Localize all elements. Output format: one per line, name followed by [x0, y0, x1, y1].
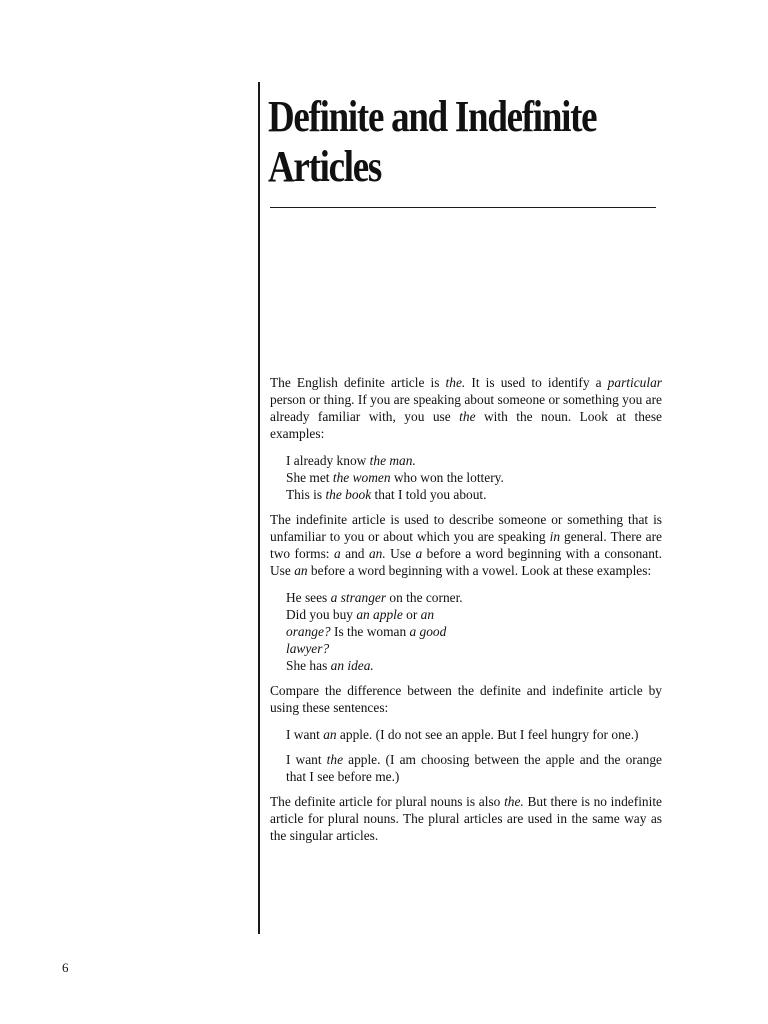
- title-underline: [270, 207, 656, 208]
- example-sentence: Did you buy an apple or an orange? Is the woman a good lawyer?: [286, 607, 447, 656]
- example-sentence: I want the apple. (I am choosing between the apple and the orange that I see before me.): [286, 752, 662, 784]
- body-text: [270, 374, 662, 854]
- title-line-1: Definite and Indefinite: [268, 92, 597, 141]
- page-number: 6: [62, 960, 69, 975]
- example-sentence: I want an apple. (I do not see an apple. But I feel hungry for one.): [286, 727, 639, 742]
- paragraph-indefinite-intro: The indefinite article is used to describe someone or something that is unfamiliar to you or about which you are speaking in general. There are two forms: a and an. Use a before a word beginning with a consonant. Use an before a word beginning with a vowel. Look at these examples:: [270, 512, 662, 578]
- margin-rule: [258, 82, 260, 934]
- compare-examples: [270, 726, 662, 785]
- indefinite-examples: [286, 589, 662, 674]
- paragraph-definite-intro: The English definite article is the. It is used to identify a particular person or thing. If you are speaking about someone or something you are already familiar with, you use the with the noun. Look at these examples:: [270, 375, 662, 441]
- example-sentence: He sees a stranger on the corner.: [286, 590, 463, 605]
- example-sentence: She met the women who won the lottery.: [286, 470, 504, 485]
- paragraph-compare: Compare the difference between the definite and indefinite article by using these sentences:: [270, 683, 662, 715]
- example-sentence: This is the book that I told you about.: [286, 487, 487, 502]
- title-line-2: Articles: [268, 142, 382, 191]
- example-sentence: I already know the man.: [286, 453, 416, 468]
- example-sentence: She has an idea.: [286, 658, 374, 673]
- definite-examples: [286, 452, 662, 503]
- page-title: [268, 92, 604, 192]
- paragraph-plural: The definite article for plural nouns is also the. But there is no indefinite article for plural nouns. The plural articles are used in the same way as the singular articles.: [270, 794, 662, 843]
